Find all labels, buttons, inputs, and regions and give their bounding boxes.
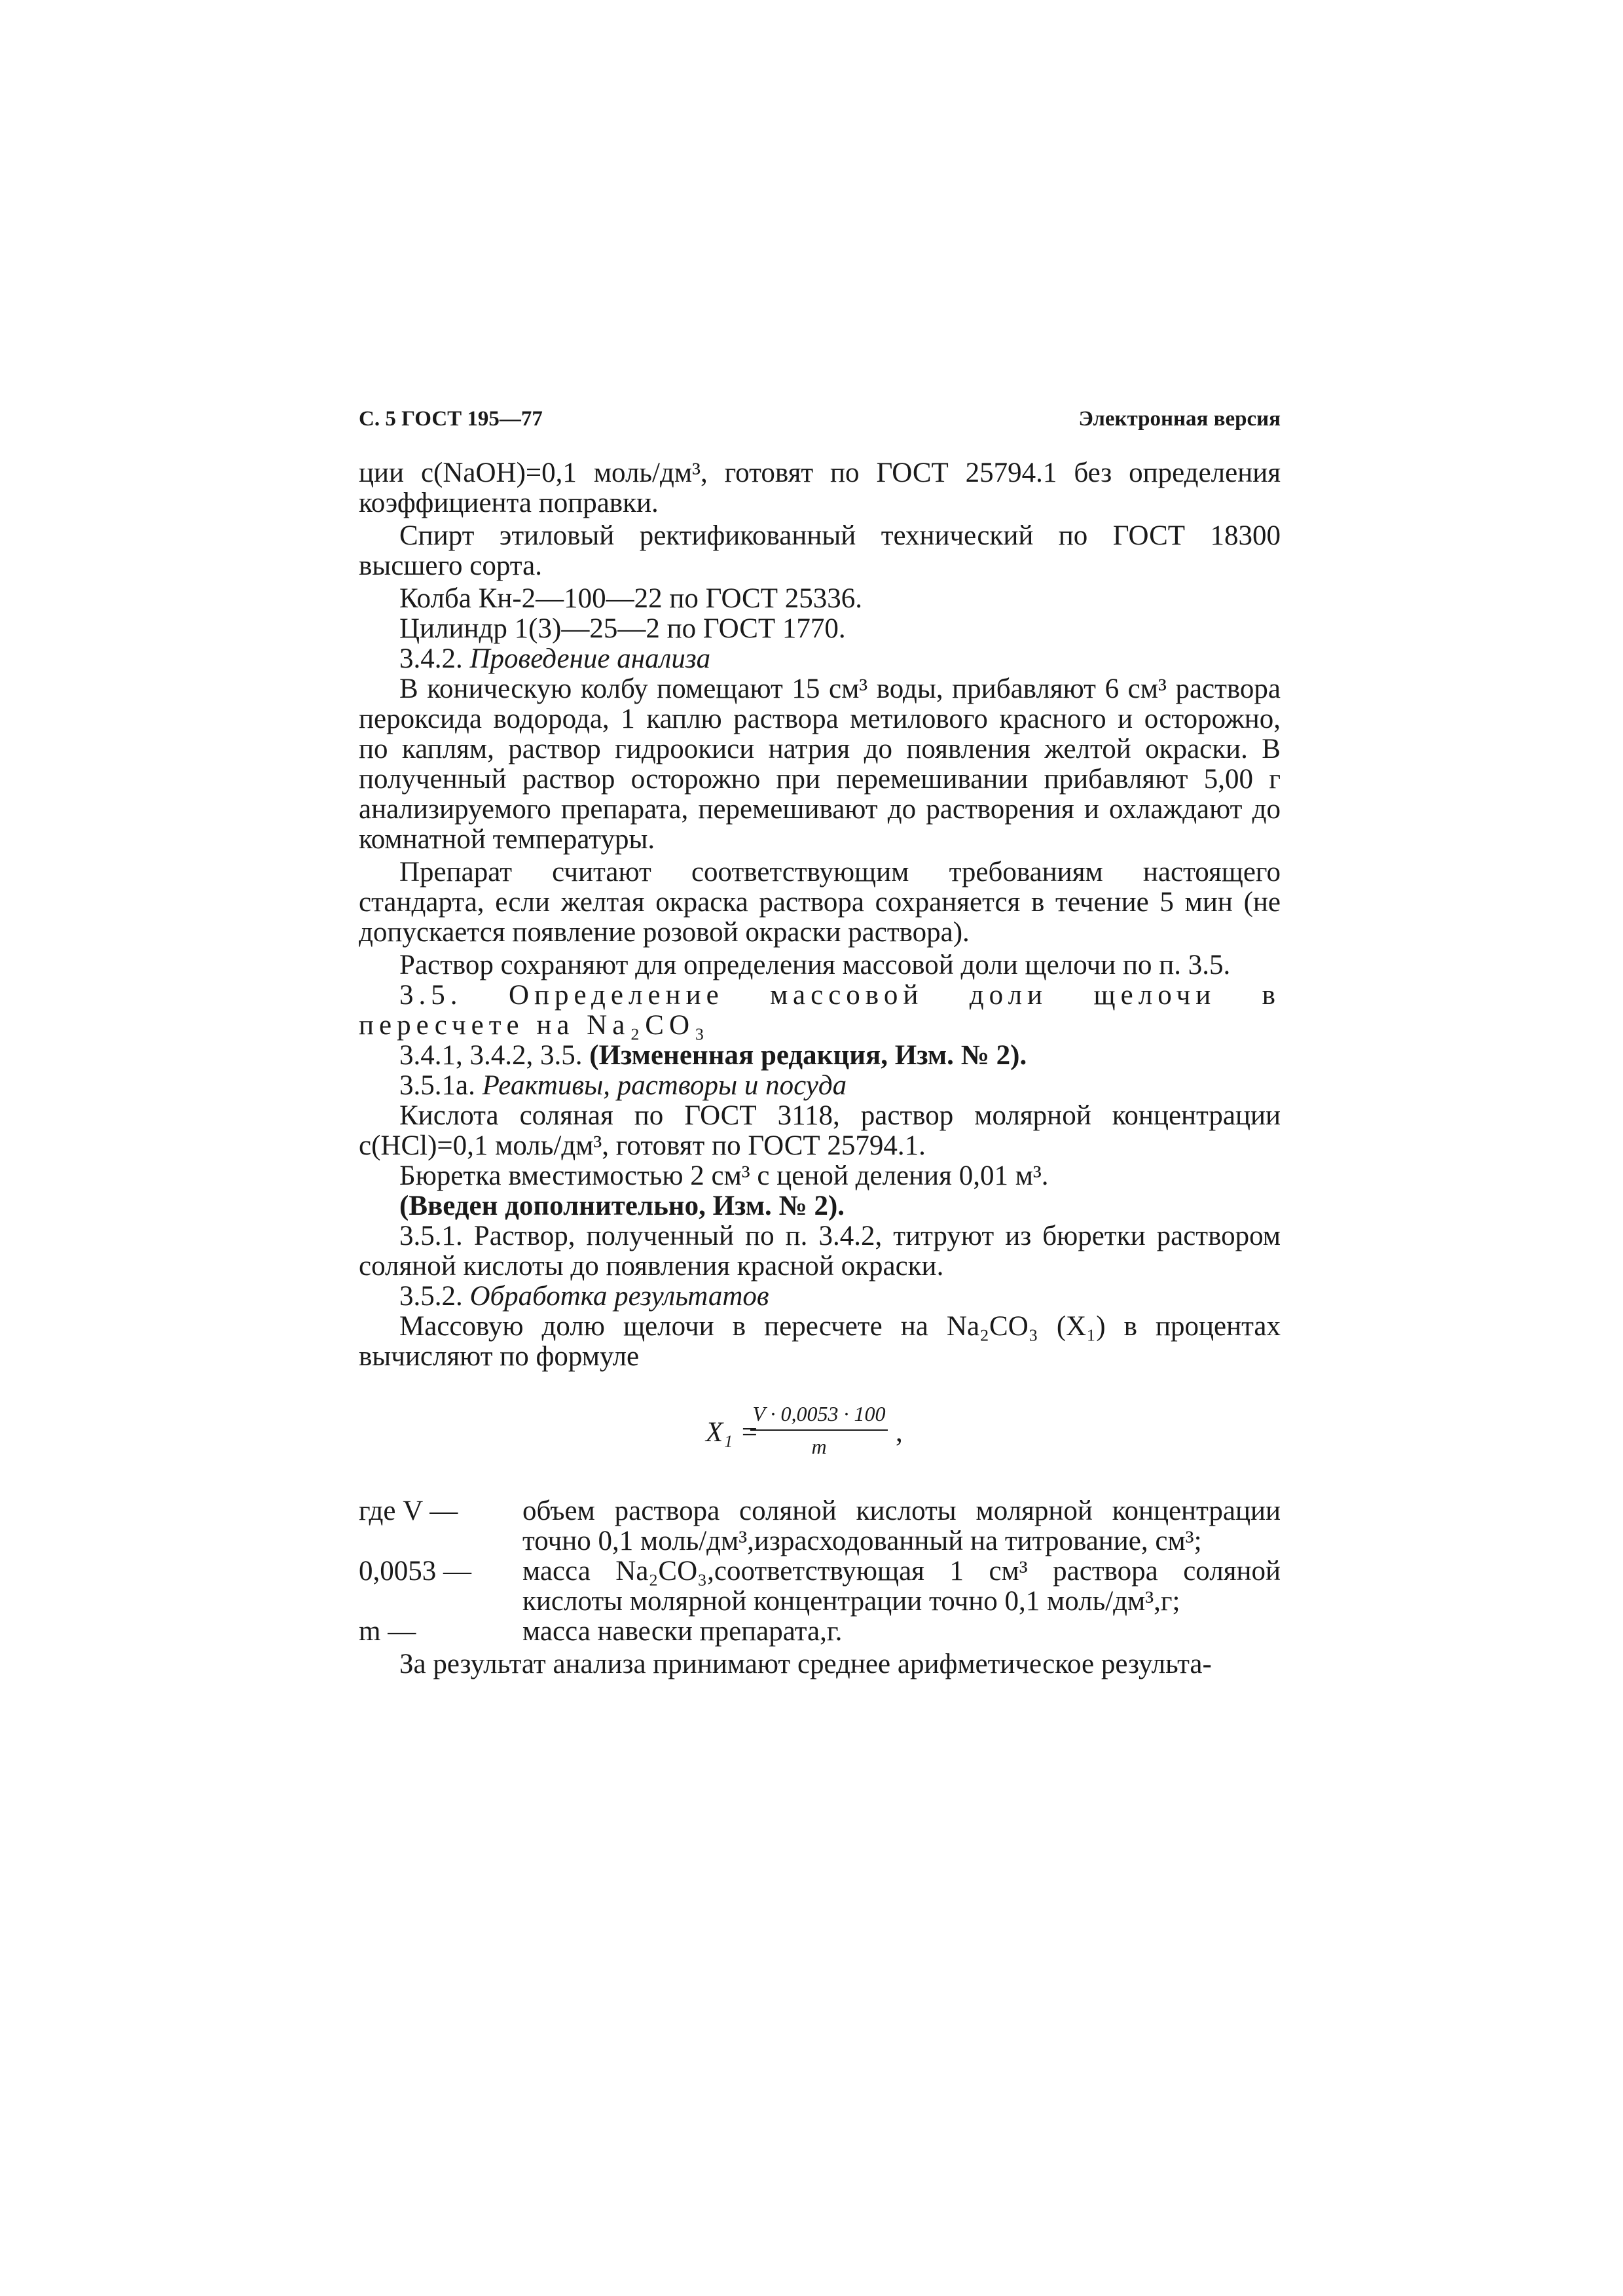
paragraph: Раствор сохраняют для определения массовой доли щелочи по п. 3.5. [399,950,1231,980]
section-heading [359,644,1281,674]
definition-item [359,1617,1281,1647]
section-heading [359,1071,1281,1101]
paragraph: Спирт этиловый ректификованный технический по ГОСТ 18300 высшего сорта. [359,520,1281,581]
amendment-label: (Измененная редакция, Изм. № 2). [589,1040,1027,1071]
paragraph: Бюретка вместимостью 2 см³ с ценой деления 0,01 м³. [399,1160,1049,1191]
section-number: 3.4.2. [399,643,463,674]
formula-numerator: V · 0,0053 · 100 [752,1402,886,1426]
amendment-label: (Введен дополнительно, Изм. № 2). [399,1191,845,1221]
paragraph: Цилиндр 1(3)—25—2 по ГОСТ 1770. [399,613,846,644]
amendment-refs: 3.4.1, 3.4.2, 3.5. [399,1040,583,1071]
section-title: Реактивы, растворы и посуда [482,1070,847,1101]
paragraph: Колба Кн-2—100—22 по ГОСТ 25336. [399,583,862,614]
formula-lhs: X₁ = [706,1417,759,1448]
definition-term: 0,0053 — [359,1556,471,1587]
section-number: 3.5.2. [399,1281,463,1312]
definition-term: где V — [359,1496,458,1526]
section-heading [359,1282,1281,1312]
variable-definitions [359,1496,1281,1647]
section-title: Обработка результатов [469,1281,769,1312]
definition-text: масса навески препарата,г. [522,1616,843,1647]
formula-denominator: m [811,1435,827,1458]
paragraph: Массовую долю щелочи в пересчете на Na₂CO₃ (X₁) в процентах вычисляют по формуле [359,1311,1281,1372]
definition-item [359,1556,1281,1617]
definition-text: объем раствора соляной кислоты молярной концентрации точно 0,1 моль/дм³,израсходованный на титрование, см³; [522,1496,1281,1556]
definition-item [359,1496,1281,1556]
section-title: Проведение анализа [469,643,711,674]
paragraph: 3.5.1. Раствор, полученный по п. 3.4.2, титруют из бюретки раствором соляной кислоты до появления красной окраски. [359,1221,1281,1282]
definition-term: m — [359,1616,416,1647]
fraction-bar [750,1429,888,1431]
paragraph: За результат анализа принимают среднее арифметическое результа- [399,1649,1212,1679]
paragraph: ции c(NaOH)=0,1 моль/дм³, готовят по ГОСТ 25794.1 без определения коэффициента поправки. [359,457,1281,518]
formula-comma: , [896,1417,903,1448]
formula [359,1391,1281,1483]
header-edition: Электронная версия [1078,407,1281,431]
amendment-note [359,1041,1281,1071]
paragraph: Кислота соляная по ГОСТ 3118, раствор молярной концентрации c(HCl)=0,1 моль/дм³, готовят по ГОСТ 25794.1. [359,1100,1281,1161]
paragraph: В коническую колбу помещают 15 см³ воды, прибавляют 6 см³ раствора пероксида водорода, 1 каплю раствора метилового красного и осторожно, по каплям, раствор гидроокиси натрия до появления желтой окраски. В полученный раствор осторожно при перемешивании прибавляют 5,00 г анализируемого препарата, перемешивают до растворения и охлаждают до комнатной температуры. [359,673,1281,855]
document-body [359,458,1281,1679]
section-heading: 3.5. Определение массовой доли щелочи в пересчете на Na₂CO₃ [359,980,1281,1041]
formula-fraction [750,1401,888,1460]
paragraph: Препарат считают соответствующим требованиям настоящего стандарта, если желтая окраска раствора сохраняется в течение 5 мин (не допускается появление розовой окраски раствора). [359,857,1281,948]
header-page-number: С. 5 ГОСТ 195—77 [359,407,543,431]
section-number: 3.5.1а. [399,1070,475,1101]
definition-text: масса Na₂CO₃,соответствующая 1 см³ раствора соляной кислоты молярной концентрации точно 0,1 моль/дм³,г; [522,1556,1281,1617]
